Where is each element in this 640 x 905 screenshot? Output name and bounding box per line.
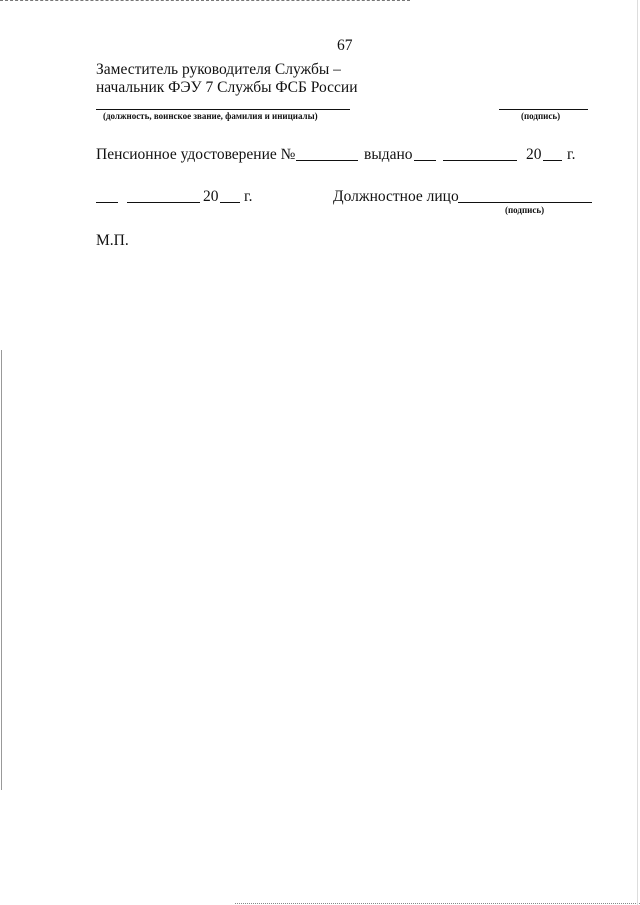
header-line-1: Заместитель руководителя Службы – <box>96 61 341 78</box>
header-line-2: начальник ФЭУ 7 Службы ФСБ России <box>96 79 358 96</box>
signature-blank-line <box>499 109 588 110</box>
issued-day-blank <box>414 160 436 161</box>
signature-caption: (подпись) <box>521 111 561 121</box>
stamp-place: М.П. <box>96 232 129 249</box>
scan-edge-bottom <box>235 903 640 904</box>
issued-year-blank <box>543 160 562 161</box>
official-signature-caption: (подпись) <box>505 205 545 215</box>
date-day-blank <box>96 202 118 203</box>
position-blank-line <box>96 109 350 110</box>
scan-edge-top <box>0 0 410 1</box>
issued-year-suffix: г. <box>567 146 576 163</box>
position-caption: (должность, воинское звание, фамилия и инициалы) <box>103 111 318 121</box>
pension-certificate-label: Пенсионное удостоверение № <box>96 146 296 163</box>
page-number: 67 <box>337 37 353 54</box>
date-year-blank <box>220 202 240 203</box>
official-label: Должностное лицо <box>333 188 459 205</box>
issued-month-blank <box>443 160 517 161</box>
scan-edge-left <box>1 350 2 790</box>
official-signature-blank <box>458 202 592 203</box>
scan-edge-right <box>637 0 638 905</box>
date-month-blank <box>127 202 200 203</box>
date-year-suffix: г. <box>244 188 253 205</box>
issued-year-prefix: 20 <box>526 146 542 163</box>
date-year-prefix: 20 <box>203 188 219 205</box>
issued-label: выдано <box>364 146 413 163</box>
certificate-number-blank <box>296 160 358 161</box>
